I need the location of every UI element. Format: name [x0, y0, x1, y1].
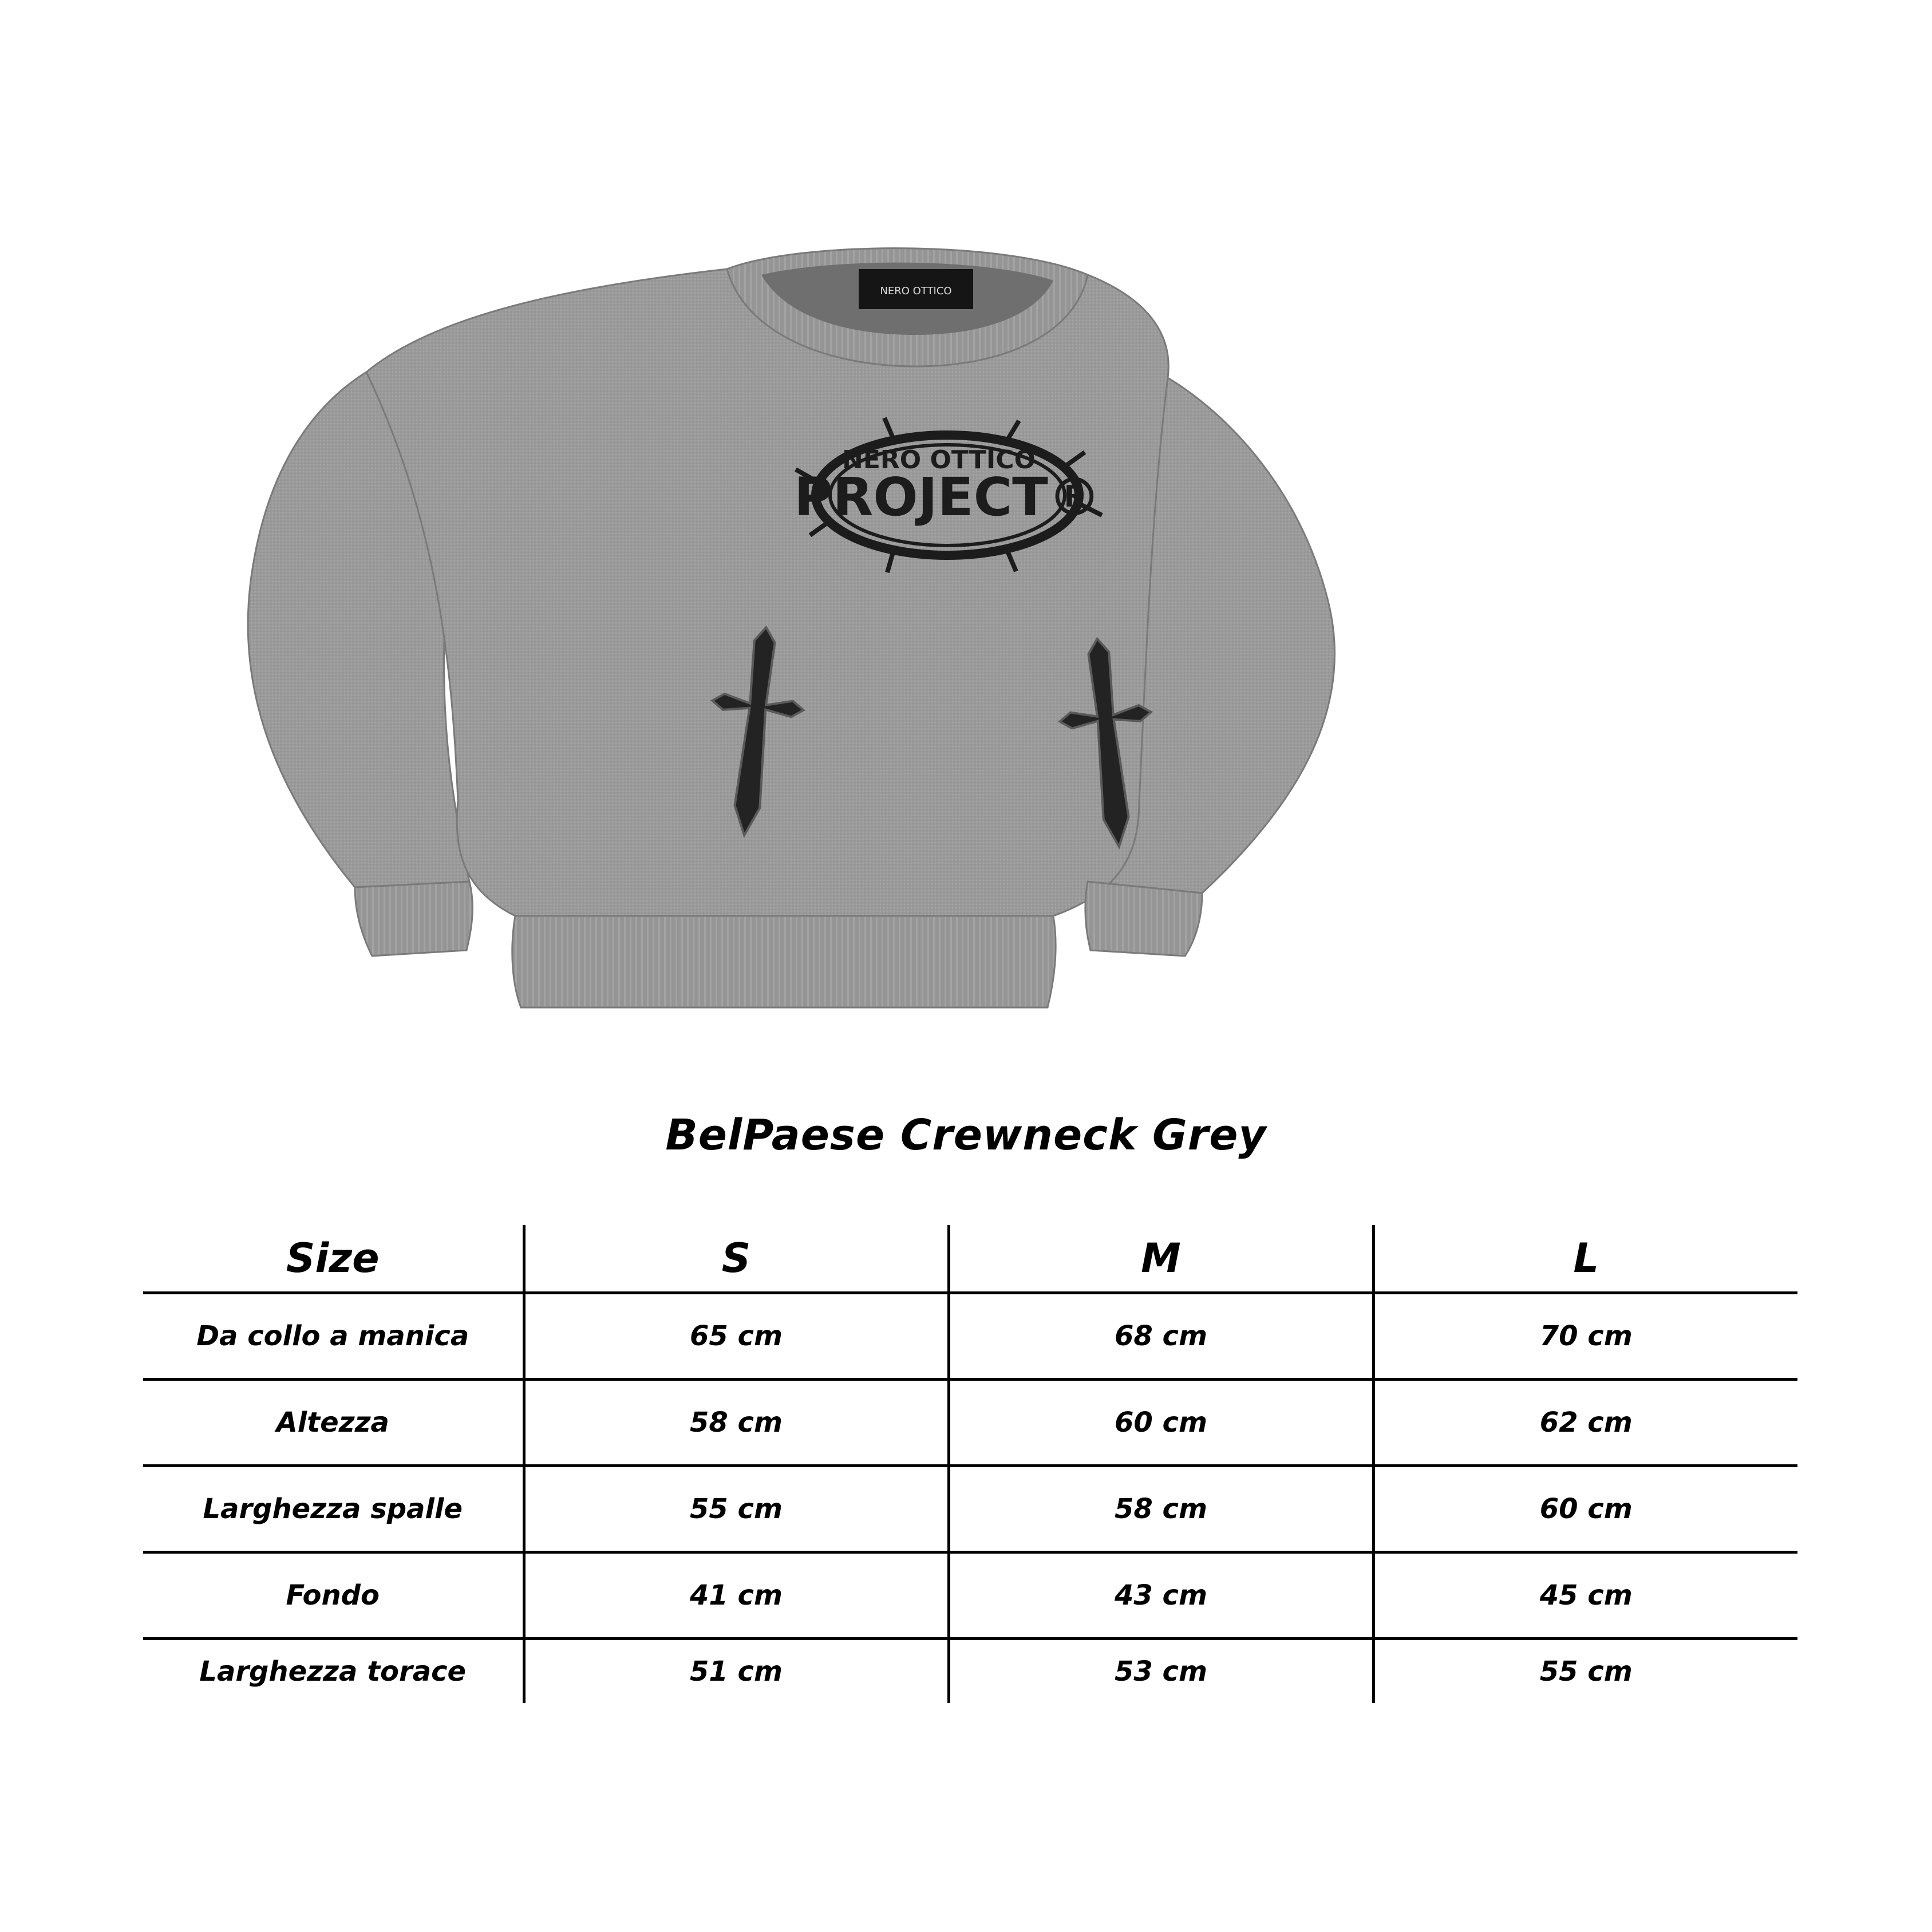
- size-chart: [143, 1225, 1797, 1703]
- size-table: [143, 1225, 1797, 1703]
- cell-s: 55 cm: [524, 1466, 949, 1552]
- cell-m: 68 cm: [949, 1293, 1373, 1380]
- table-row: [143, 1466, 1797, 1552]
- body: [366, 269, 1168, 916]
- header-m: M: [949, 1225, 1373, 1293]
- cell-m: 53 cm: [949, 1639, 1373, 1704]
- cell-s: 41 cm: [524, 1552, 949, 1639]
- cell-s: 51 cm: [524, 1639, 949, 1704]
- left-cuff: [355, 882, 472, 956]
- table-row: [143, 1293, 1797, 1380]
- cell-m: 43 cm: [949, 1552, 1373, 1639]
- header-s: S: [524, 1225, 949, 1293]
- logo-top-text: NERO OTTICO: [842, 445, 1036, 475]
- row-label: Da collo a manica: [143, 1293, 524, 1380]
- cell-l: 45 cm: [1373, 1552, 1797, 1639]
- cell-l: 70 cm: [1373, 1293, 1797, 1380]
- header-l: L: [1373, 1225, 1797, 1293]
- row-label: Larghezza spalle: [143, 1466, 524, 1552]
- table-row: [143, 1552, 1797, 1639]
- row-label: Larghezza torace: [199, 1656, 467, 1688]
- cell-m: 58 cm: [949, 1466, 1373, 1552]
- row-label: Altezza: [143, 1380, 524, 1466]
- right-cuff: [1085, 882, 1202, 956]
- size-header-row: [143, 1225, 1797, 1293]
- cell-s: 58 cm: [524, 1380, 949, 1466]
- table-row: [143, 1380, 1797, 1466]
- table-row: [143, 1639, 1797, 1704]
- sweatshirt: [248, 248, 1334, 1008]
- hem-rib: [512, 916, 1056, 1008]
- header-size: Size: [143, 1225, 524, 1293]
- cell-l: 60 cm: [1373, 1466, 1797, 1552]
- cell-s: 65 cm: [524, 1293, 949, 1380]
- product-title: BelPaese Crewneck Grey: [665, 1111, 1267, 1160]
- logo-main-text: PROJECT®: [794, 467, 1101, 528]
- neck-label-text: NERO OTTICO: [880, 285, 952, 297]
- row-label: Fondo: [143, 1552, 524, 1639]
- cell-l: 55 cm: [1373, 1639, 1797, 1704]
- cell-l: 62 cm: [1373, 1380, 1797, 1466]
- cell-m: 60 cm: [949, 1380, 1373, 1466]
